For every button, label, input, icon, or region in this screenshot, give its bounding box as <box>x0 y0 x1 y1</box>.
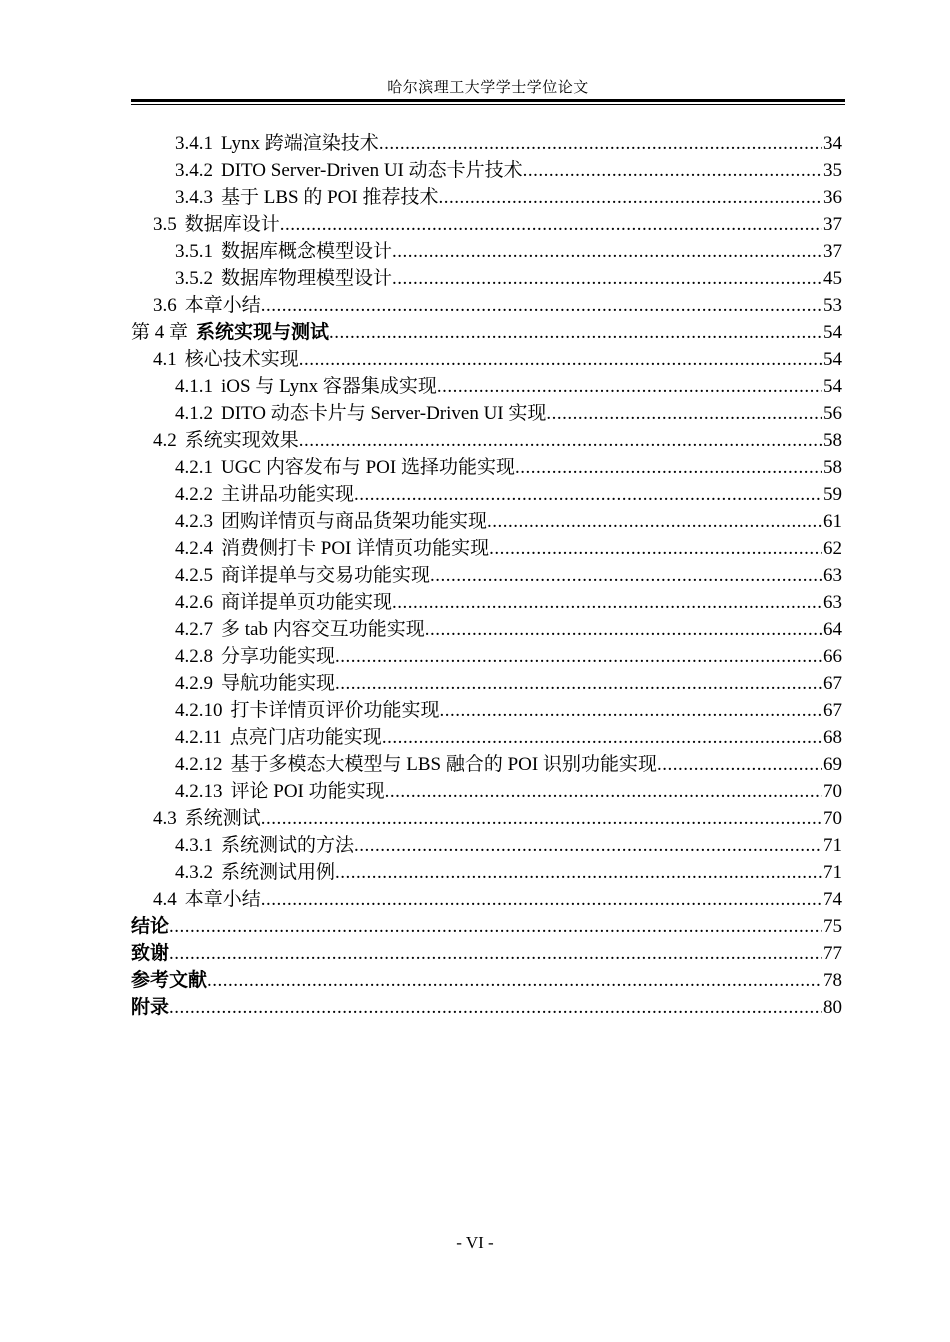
toc-entry-page: 54 <box>823 376 842 397</box>
toc-dot-leader <box>329 319 822 346</box>
toc-entry[interactable] <box>131 805 842 832</box>
toc-entry-number: 4.2.2 <box>175 484 213 505</box>
toc-entry-number: 4.2 <box>153 430 177 451</box>
toc-entry-title: 主讲品功能实现 <box>221 484 355 505</box>
toc-entry[interactable] <box>131 562 842 589</box>
toc-entry-number: 第 4 章 <box>131 322 189 343</box>
toc-entry[interactable] <box>131 211 842 238</box>
toc-entry-title: 商详提单页功能实现 <box>221 592 393 613</box>
toc-entry[interactable] <box>131 454 842 481</box>
toc-entry-page: 36 <box>823 187 842 208</box>
toc-entry[interactable] <box>131 859 842 886</box>
toc-entry-title: 评论 POI 功能实现 <box>230 781 385 802</box>
toc-entry[interactable] <box>131 346 842 373</box>
toc-entry-title: 打卡详情页评价功能实现 <box>230 700 440 721</box>
toc-entry[interactable] <box>131 184 842 211</box>
toc-entry-number: 4.3 <box>153 808 177 829</box>
toc-entry[interactable] <box>131 616 842 643</box>
toc-entry-number: 3.5.2 <box>175 268 213 289</box>
toc-dot-leader <box>335 670 822 697</box>
toc-entry-page: 64 <box>823 619 842 640</box>
toc-entry-page: 69 <box>823 754 842 775</box>
toc-entry-page: 45 <box>823 268 842 289</box>
toc-entry-number: 4.4 <box>153 889 177 910</box>
toc-dot-leader <box>299 427 822 454</box>
toc-entry-number: 4.3.2 <box>175 862 213 883</box>
toc-dot-leader <box>392 238 822 265</box>
toc-entry-page: 37 <box>823 241 842 262</box>
toc-dot-leader <box>261 886 822 913</box>
toc-entry-title: 系统测试的方法 <box>221 835 355 856</box>
toc-entry-number: 4.2.13 <box>175 781 223 802</box>
toc-dot-leader <box>335 643 822 670</box>
toc-entry-title: iOS 与 Lynx 容器集成实现 <box>221 376 437 397</box>
toc-entry-title: 团购详情页与商品货架功能实现 <box>221 511 488 532</box>
toc-entry[interactable] <box>131 697 842 724</box>
header-rule-thick <box>131 99 845 102</box>
toc-entry-title: DITO 动态卡片与 Server-Driven UI 实现 <box>221 403 547 424</box>
toc-entry-number: 4.1.1 <box>175 376 213 397</box>
toc-dot-leader <box>440 697 822 724</box>
toc-entry-title: 系统实现效果 <box>184 430 299 451</box>
toc-entry[interactable] <box>131 508 842 535</box>
toc-entry-page: 77 <box>823 943 842 964</box>
toc-entry-number: 4.2.3 <box>175 511 213 532</box>
toc-entry[interactable] <box>131 265 842 292</box>
toc-entry[interactable] <box>131 319 842 346</box>
toc-entry-title: 数据库概念模型设计 <box>221 241 393 262</box>
toc-entry[interactable] <box>131 535 842 562</box>
toc-entry[interactable] <box>131 886 842 913</box>
toc-entry-page: 62 <box>823 538 842 559</box>
toc-entry-page: 67 <box>823 673 842 694</box>
toc-dot-leader <box>335 859 822 886</box>
toc-entry-title: 导航功能实现 <box>221 673 336 694</box>
page-number: - VI - <box>456 1233 494 1252</box>
toc-entry-title: 分享功能实现 <box>221 646 336 667</box>
toc-entry-title: Lynx 跨端渲染技术 <box>221 133 379 154</box>
toc-dot-leader <box>657 751 822 778</box>
toc-entry-page: 34 <box>823 133 842 154</box>
toc-dot-leader <box>354 832 822 859</box>
toc-entry-title: 致谢 <box>131 943 170 964</box>
toc-dot-leader <box>169 994 822 1021</box>
toc-entry[interactable] <box>131 157 842 184</box>
toc-entry-number: 3.5.1 <box>175 241 213 262</box>
toc-entry-title: 核心技术实现 <box>184 349 299 370</box>
toc-entry-page: 35 <box>823 160 842 181</box>
toc-entry-page: 59 <box>823 484 842 505</box>
toc-dot-leader <box>354 481 822 508</box>
toc-entry-number: 4.2.4 <box>175 538 213 559</box>
toc-entry-page: 63 <box>823 592 842 613</box>
toc-entry-title: 系统测试用例 <box>221 862 336 883</box>
toc-dot-leader <box>425 616 822 643</box>
toc-entry-page: 74 <box>823 889 842 910</box>
toc-entry-page: 63 <box>823 565 842 586</box>
toc-entry-title: 数据库物理模型设计 <box>221 268 393 289</box>
toc-dot-leader <box>385 778 822 805</box>
toc-dot-leader <box>392 265 822 292</box>
toc-entry-page: 56 <box>823 403 842 424</box>
toc-entry-page: 66 <box>823 646 842 667</box>
toc-dot-leader <box>546 400 822 427</box>
toc-dot-leader <box>515 454 822 481</box>
toc-entry-title: 基于 LBS 的 POI 推荐技术 <box>221 187 439 208</box>
toc-entry-title: 结论 <box>131 916 170 937</box>
toc-entry[interactable] <box>131 940 842 967</box>
header-rule-thin <box>131 104 845 105</box>
toc-entry-page: 71 <box>823 835 842 856</box>
toc-entry-number: 4.3.1 <box>175 835 213 856</box>
toc-entry[interactable] <box>131 724 842 751</box>
toc-entry-title: 数据库设计 <box>184 214 280 235</box>
toc-entry[interactable] <box>131 238 842 265</box>
toc-entry-title: 本章小结 <box>184 295 261 316</box>
toc-dot-leader <box>392 589 822 616</box>
toc-entry-page: 70 <box>823 781 842 802</box>
toc-entry[interactable] <box>131 589 842 616</box>
toc-entry-number: 4.2.8 <box>175 646 213 667</box>
toc-entry-title: 系统测试 <box>184 808 261 829</box>
toc-dot-leader <box>487 508 822 535</box>
toc-dot-leader <box>382 724 822 751</box>
toc-entry-number: 3.4.3 <box>175 187 213 208</box>
running-header: 哈尔滨理工大学学士学位论文 <box>387 80 589 96</box>
toc-entry-page: 71 <box>823 862 842 883</box>
toc-entry-page: 78 <box>823 970 842 991</box>
toc-entry[interactable] <box>131 292 842 319</box>
toc-entry-page: 67 <box>823 700 842 721</box>
toc-entry-number: 4.2.12 <box>175 754 223 775</box>
toc-dot-leader <box>438 184 822 211</box>
toc-entry-title: 系统实现与测试 <box>196 322 330 343</box>
toc-dot-leader <box>523 157 822 184</box>
toc-entry-number: 4.1 <box>153 349 177 370</box>
toc-entry[interactable] <box>131 643 842 670</box>
toc-entry-number: 4.2.11 <box>175 727 222 748</box>
toc-entry-title: 点亮门店功能实现 <box>229 727 382 748</box>
toc-entry[interactable] <box>131 373 842 400</box>
toc-entry[interactable] <box>131 400 842 427</box>
toc-dot-leader <box>437 373 822 400</box>
toc-entry[interactable] <box>131 670 842 697</box>
toc-dot-leader <box>207 967 822 994</box>
toc-entry-number: 3.4.2 <box>175 160 213 181</box>
table-of-contents <box>131 130 842 1021</box>
toc-entry-number: 4.2.1 <box>175 457 213 478</box>
toc-dot-leader <box>169 940 822 967</box>
toc-dot-leader <box>261 292 822 319</box>
toc-entry-page: 53 <box>823 295 842 316</box>
toc-dot-leader <box>299 346 822 373</box>
toc-entry-number: 4.2.10 <box>175 700 223 721</box>
toc-entry-number: 4.2.9 <box>175 673 213 694</box>
toc-entry-page: 58 <box>823 430 842 451</box>
toc-dot-leader <box>379 130 822 157</box>
toc-entry-page: 58 <box>823 457 842 478</box>
toc-entry-title: 参考文献 <box>131 970 208 991</box>
toc-entry-number: 3.6 <box>153 295 177 316</box>
toc-entry-title: 附录 <box>131 997 170 1018</box>
toc-entry-title: 消费侧打卡 POI 详情页功能实现 <box>221 538 490 559</box>
toc-dot-leader <box>430 562 822 589</box>
toc-entry[interactable] <box>131 832 842 859</box>
toc-dot-leader <box>489 535 822 562</box>
toc-entry-title: DITO Server-Driven UI 动态卡片技术 <box>221 160 523 181</box>
toc-entry-number: 4.2.7 <box>175 619 213 640</box>
toc-entry[interactable] <box>131 751 842 778</box>
toc-entry-page: 68 <box>823 727 842 748</box>
toc-entry-number: 4.1.2 <box>175 403 213 424</box>
toc-entry[interactable] <box>131 994 842 1021</box>
toc-entry[interactable] <box>131 130 842 157</box>
toc-entry-page: 70 <box>823 808 842 829</box>
toc-entry-page: 80 <box>823 997 842 1018</box>
toc-entry[interactable] <box>131 427 842 454</box>
toc-entry-page: 54 <box>823 322 842 343</box>
toc-dot-leader <box>280 211 822 238</box>
toc-entry-page: 54 <box>823 349 842 370</box>
toc-entry-page: 37 <box>823 214 842 235</box>
toc-entry[interactable] <box>131 481 842 508</box>
toc-entry-page: 75 <box>823 916 842 937</box>
toc-entry-number: 3.5 <box>153 214 177 235</box>
toc-dot-leader <box>261 805 822 832</box>
toc-entry[interactable] <box>131 967 842 994</box>
toc-entry-title: UGC 内容发布与 POI 选择功能实现 <box>221 457 515 478</box>
toc-entry[interactable] <box>131 913 842 940</box>
toc-entry-title: 本章小结 <box>184 889 261 910</box>
toc-dot-leader <box>169 913 822 940</box>
toc-entry-title: 多 tab 内容交互功能实现 <box>221 619 425 640</box>
toc-entry-number: 4.2.6 <box>175 592 213 613</box>
toc-entry-title: 商详提单与交易功能实现 <box>221 565 431 586</box>
toc-entry-number: 3.4.1 <box>175 133 213 154</box>
toc-entry-page: 61 <box>823 511 842 532</box>
toc-entry-title: 基于多模态大模型与 LBS 融合的 POI 识别功能实现 <box>230 754 657 775</box>
toc-entry[interactable] <box>131 778 842 805</box>
toc-entry-number: 4.2.5 <box>175 565 213 586</box>
